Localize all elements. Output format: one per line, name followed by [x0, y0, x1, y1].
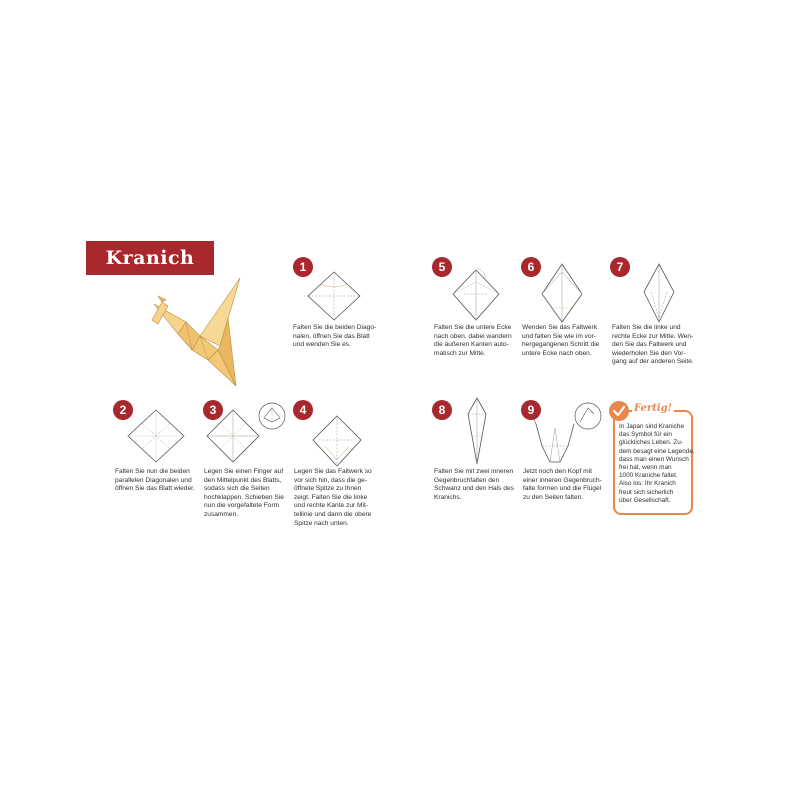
- step-9-text: [523, 468, 602, 502]
- step-9-inset-diagram: [574, 402, 602, 430]
- step-5-line: matisch zur Mitte.: [434, 349, 486, 357]
- step-3-text: [204, 468, 284, 520]
- fertig-label: Fertig!: [634, 403, 672, 414]
- step-5-text: [434, 324, 512, 358]
- step-7-line: den Sie das Faltwerk und: [612, 341, 687, 349]
- step-8-diagram: [460, 396, 494, 468]
- fertig-line: das Symbol für ein: [619, 431, 672, 439]
- step-4-line: Spitze nach unten.: [294, 519, 349, 527]
- step-9-line: Jetzt noch den Kopf mit: [523, 468, 592, 475]
- step-1-line: nalen, öffnen Sie das Blatt: [293, 332, 370, 340]
- fertig-line: über Gesellschaft.: [619, 496, 671, 504]
- fertig-line: glückliches Leben. Zu-: [619, 439, 683, 447]
- step-8-text: [434, 468, 514, 502]
- step-4-line: und rechte Kante zur Mit-: [294, 502, 369, 510]
- fertig-line: In Japan sind Kraniche: [619, 423, 685, 430]
- step-8-line: Falten Sie mit zwei inneren: [434, 468, 514, 475]
- step-1-line: Falten Sie die beiden Diago-: [293, 324, 377, 331]
- step-5-line: die äußeren Kanten auto-: [434, 341, 509, 349]
- step-1-text: [293, 324, 376, 350]
- step-4-line: zeigt. Falten Sie die linke: [294, 493, 368, 501]
- step-3-line: hochklappen. Schieben Sie: [204, 493, 284, 501]
- step-4-line: öffnete Spitze zu Ihnen: [294, 485, 362, 493]
- step-3-number: 3: [203, 400, 223, 420]
- fertig-line: frei hat, wenn man: [619, 464, 672, 472]
- step-2-line: parallelen Diagonalen und: [115, 476, 192, 484]
- step-6-line: Wenden Sie das Faltwerk: [522, 324, 598, 331]
- step-9-diagram: [530, 406, 580, 468]
- step-3-line: Legen Sie einen Finger auf: [204, 468, 284, 475]
- step-5-line: nach oben, dabei wandern: [434, 332, 512, 340]
- step-2-line: Falten Sie nun die beiden: [115, 468, 190, 475]
- step-8-line: Schwanz und den Hals des: [434, 485, 514, 493]
- step-1-line: und wenden Sie es.: [293, 341, 351, 349]
- step-7-line: rechte Ecke zur Mitte. Wen-: [612, 332, 694, 340]
- step-4-line: Legen Sie das Faltwerk so: [294, 468, 372, 475]
- step-4-number: 4: [293, 400, 313, 420]
- fertig-line: 1000 Kraniche faltet.: [619, 472, 678, 480]
- fertig-line: Also los: Ihr Kranich: [619, 480, 676, 488]
- step-5-number: 5: [432, 257, 452, 277]
- step-8-line: Kranichs.: [434, 493, 462, 501]
- step-8-number: 8: [432, 400, 452, 420]
- step-4-line: tellinie und dann die obere: [294, 510, 372, 518]
- step-6-line: untere Ecke nach oben.: [522, 349, 592, 357]
- step-6-line: hergegangenen Schritt die: [522, 341, 600, 349]
- step-2-text: [115, 468, 195, 494]
- step-6-line: und falten Sie wie im vor-: [522, 332, 597, 340]
- step-6-diagram: [538, 262, 586, 324]
- title-banner: [86, 241, 214, 275]
- page-title: Kranich: [105, 247, 195, 269]
- step-3-inset-diagram: [258, 402, 286, 430]
- step-4-line: vor sich hin, dass die ge-: [294, 476, 367, 484]
- fertig-line: freut sich sicherlich: [619, 488, 674, 496]
- fertig-line: dass man einen Wunsch: [619, 455, 689, 463]
- step-4-diagram: [309, 414, 365, 468]
- step-7-text: [612, 324, 694, 367]
- step-9-line: falte formen und die Flügel: [523, 485, 602, 493]
- step-8-line: Gegenbruchfalten den: [434, 476, 500, 484]
- step-5-line: Falten Sie die untere Ecke: [434, 324, 512, 331]
- step-9-line: einer inneren Gegenbruch-: [523, 476, 602, 484]
- step-2-diagram: [125, 408, 187, 464]
- step-2-number: 2: [113, 400, 133, 420]
- step-6-number: 6: [521, 257, 541, 277]
- step-7-line: Falten Sie die linke und: [612, 324, 681, 331]
- crane-illustration: [148, 276, 244, 388]
- step-7-line: wiederholen Sie den Vor-: [612, 349, 686, 357]
- checkmark-icon: [609, 401, 629, 421]
- step-3-line: nun die vorgefaltete Form: [204, 502, 280, 510]
- step-3-diagram: [205, 408, 261, 464]
- step-3-line: sodass sich die Seiten: [204, 485, 270, 493]
- step-9-number: 9: [521, 400, 541, 420]
- step-6-text: [522, 324, 599, 358]
- fertig-text: [619, 423, 695, 505]
- step-7-diagram: [638, 262, 680, 324]
- step-9-line: zu den Seiten falten.: [523, 493, 584, 501]
- step-1-diagram: [303, 270, 365, 322]
- step-1-number: 1: [293, 257, 313, 277]
- step-3-line: zusammen.: [204, 510, 239, 518]
- step-2-line: öffnen Sie das Blatt wieder.: [115, 485, 195, 493]
- step-3-line: den Mittelpunkt des Blatts,: [204, 476, 282, 484]
- step-7-number: 7: [610, 257, 630, 277]
- step-5-diagram: [447, 266, 505, 324]
- step-4-text: [294, 468, 372, 528]
- fertig-line: dem besagt eine Legende,: [619, 447, 695, 455]
- step-7-line: gang auf der anderen Seite.: [612, 358, 694, 366]
